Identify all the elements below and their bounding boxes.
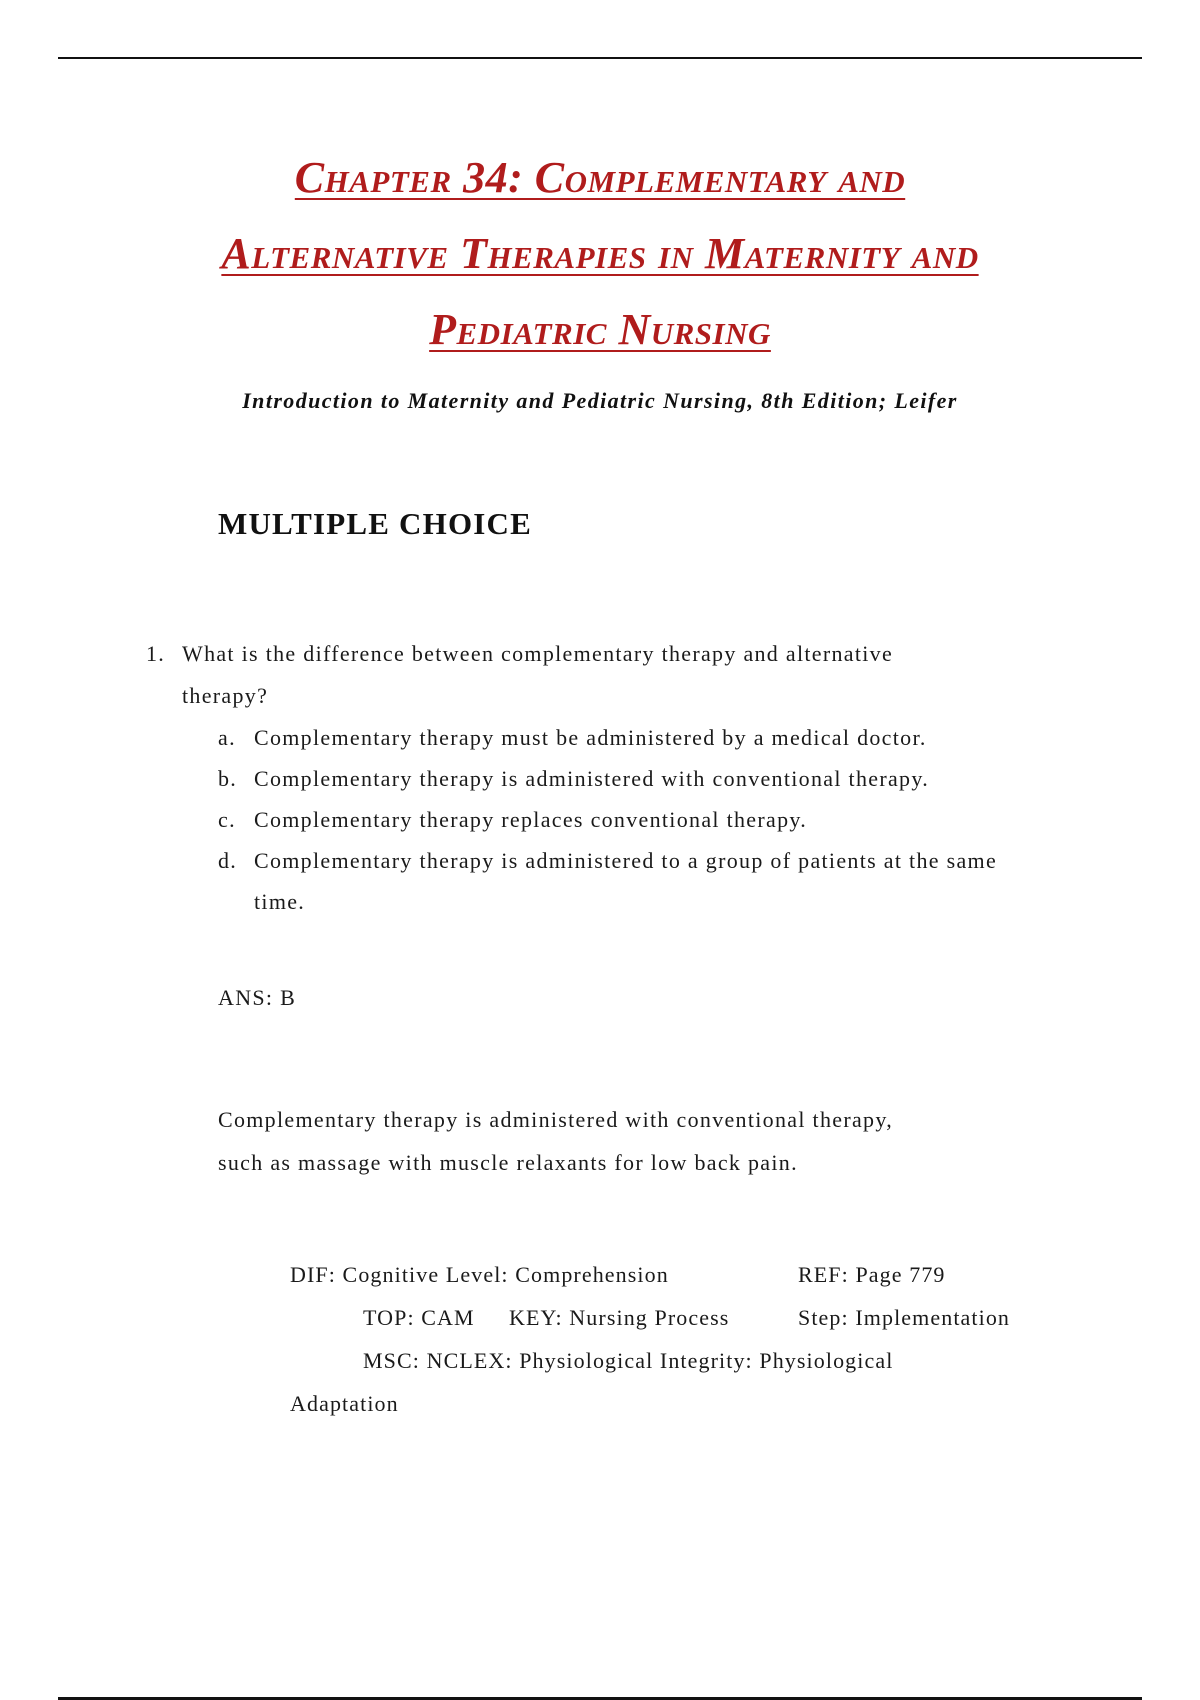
meta-row — [290, 1339, 1070, 1382]
chapter-title-line: Pediatric Nursing — [429, 305, 771, 354]
option-text: Complementary therapy replaces conventional therapy. — [254, 807, 808, 832]
meta-msc: MSC: NCLEX: Physiological Integrity: Physiological — [363, 1348, 894, 1373]
question-stem — [146, 633, 1046, 717]
option-a — [218, 717, 1046, 758]
chapter-title-line: Alternative Therapies in Maternity and — [221, 229, 979, 278]
question-metadata — [290, 1253, 1070, 1425]
answer-options — [146, 717, 1046, 922]
question-text-line: What is the difference between complementary therapy and alternative — [182, 641, 894, 666]
book-source: Introduction to Maternity and Pediatric Nursing, 8th Edition; Leifer — [242, 388, 958, 413]
meta-topic: TOP: CAM — [363, 1305, 475, 1330]
meta-row — [290, 1296, 1070, 1339]
option-letter: d. — [218, 848, 238, 873]
option-letter: c. — [218, 807, 236, 832]
question-text-line: therapy? — [182, 683, 269, 708]
meta-msc-continued: Adaptation — [290, 1391, 399, 1416]
answer-key: ANS: B — [218, 985, 297, 1010]
rationale-line: Complementary therapy is administered with conventional therapy, — [218, 1107, 893, 1132]
meta-key: KEY: Nursing Process — [509, 1305, 730, 1330]
question-text — [182, 633, 1046, 717]
question-1 — [146, 633, 1046, 922]
meta-difficulty: DIF: Cognitive Level: Comprehension — [290, 1262, 669, 1287]
meta-step: Step: Implementation — [798, 1305, 1011, 1330]
option-d — [218, 840, 1046, 922]
question-number: 1. — [146, 641, 166, 666]
option-c — [218, 799, 1046, 840]
option-letter: a. — [218, 725, 236, 750]
rationale-line: such as massage with muscle relaxants for low back pain. — [218, 1150, 798, 1175]
chapter-title — [100, 140, 1100, 368]
section-heading: MULTIPLE CHOICE — [218, 506, 532, 541]
chapter-title-line: Chapter 34: Complementary and — [294, 153, 906, 202]
option-letter: b. — [218, 766, 238, 791]
option-b — [218, 758, 1046, 799]
option-text: Complementary therapy must be administered by a medical doctor. — [254, 725, 927, 750]
rationale — [218, 1098, 1038, 1184]
meta-reference: REF: Page 779 — [798, 1262, 946, 1287]
option-text: Complementary therapy is administered to a group of patients at the same time. — [254, 848, 998, 914]
option-text: Complementary therapy is administered with conventional therapy. — [254, 766, 929, 791]
top-rule — [58, 57, 1142, 59]
meta-row — [290, 1382, 1070, 1425]
meta-row — [290, 1253, 1070, 1296]
